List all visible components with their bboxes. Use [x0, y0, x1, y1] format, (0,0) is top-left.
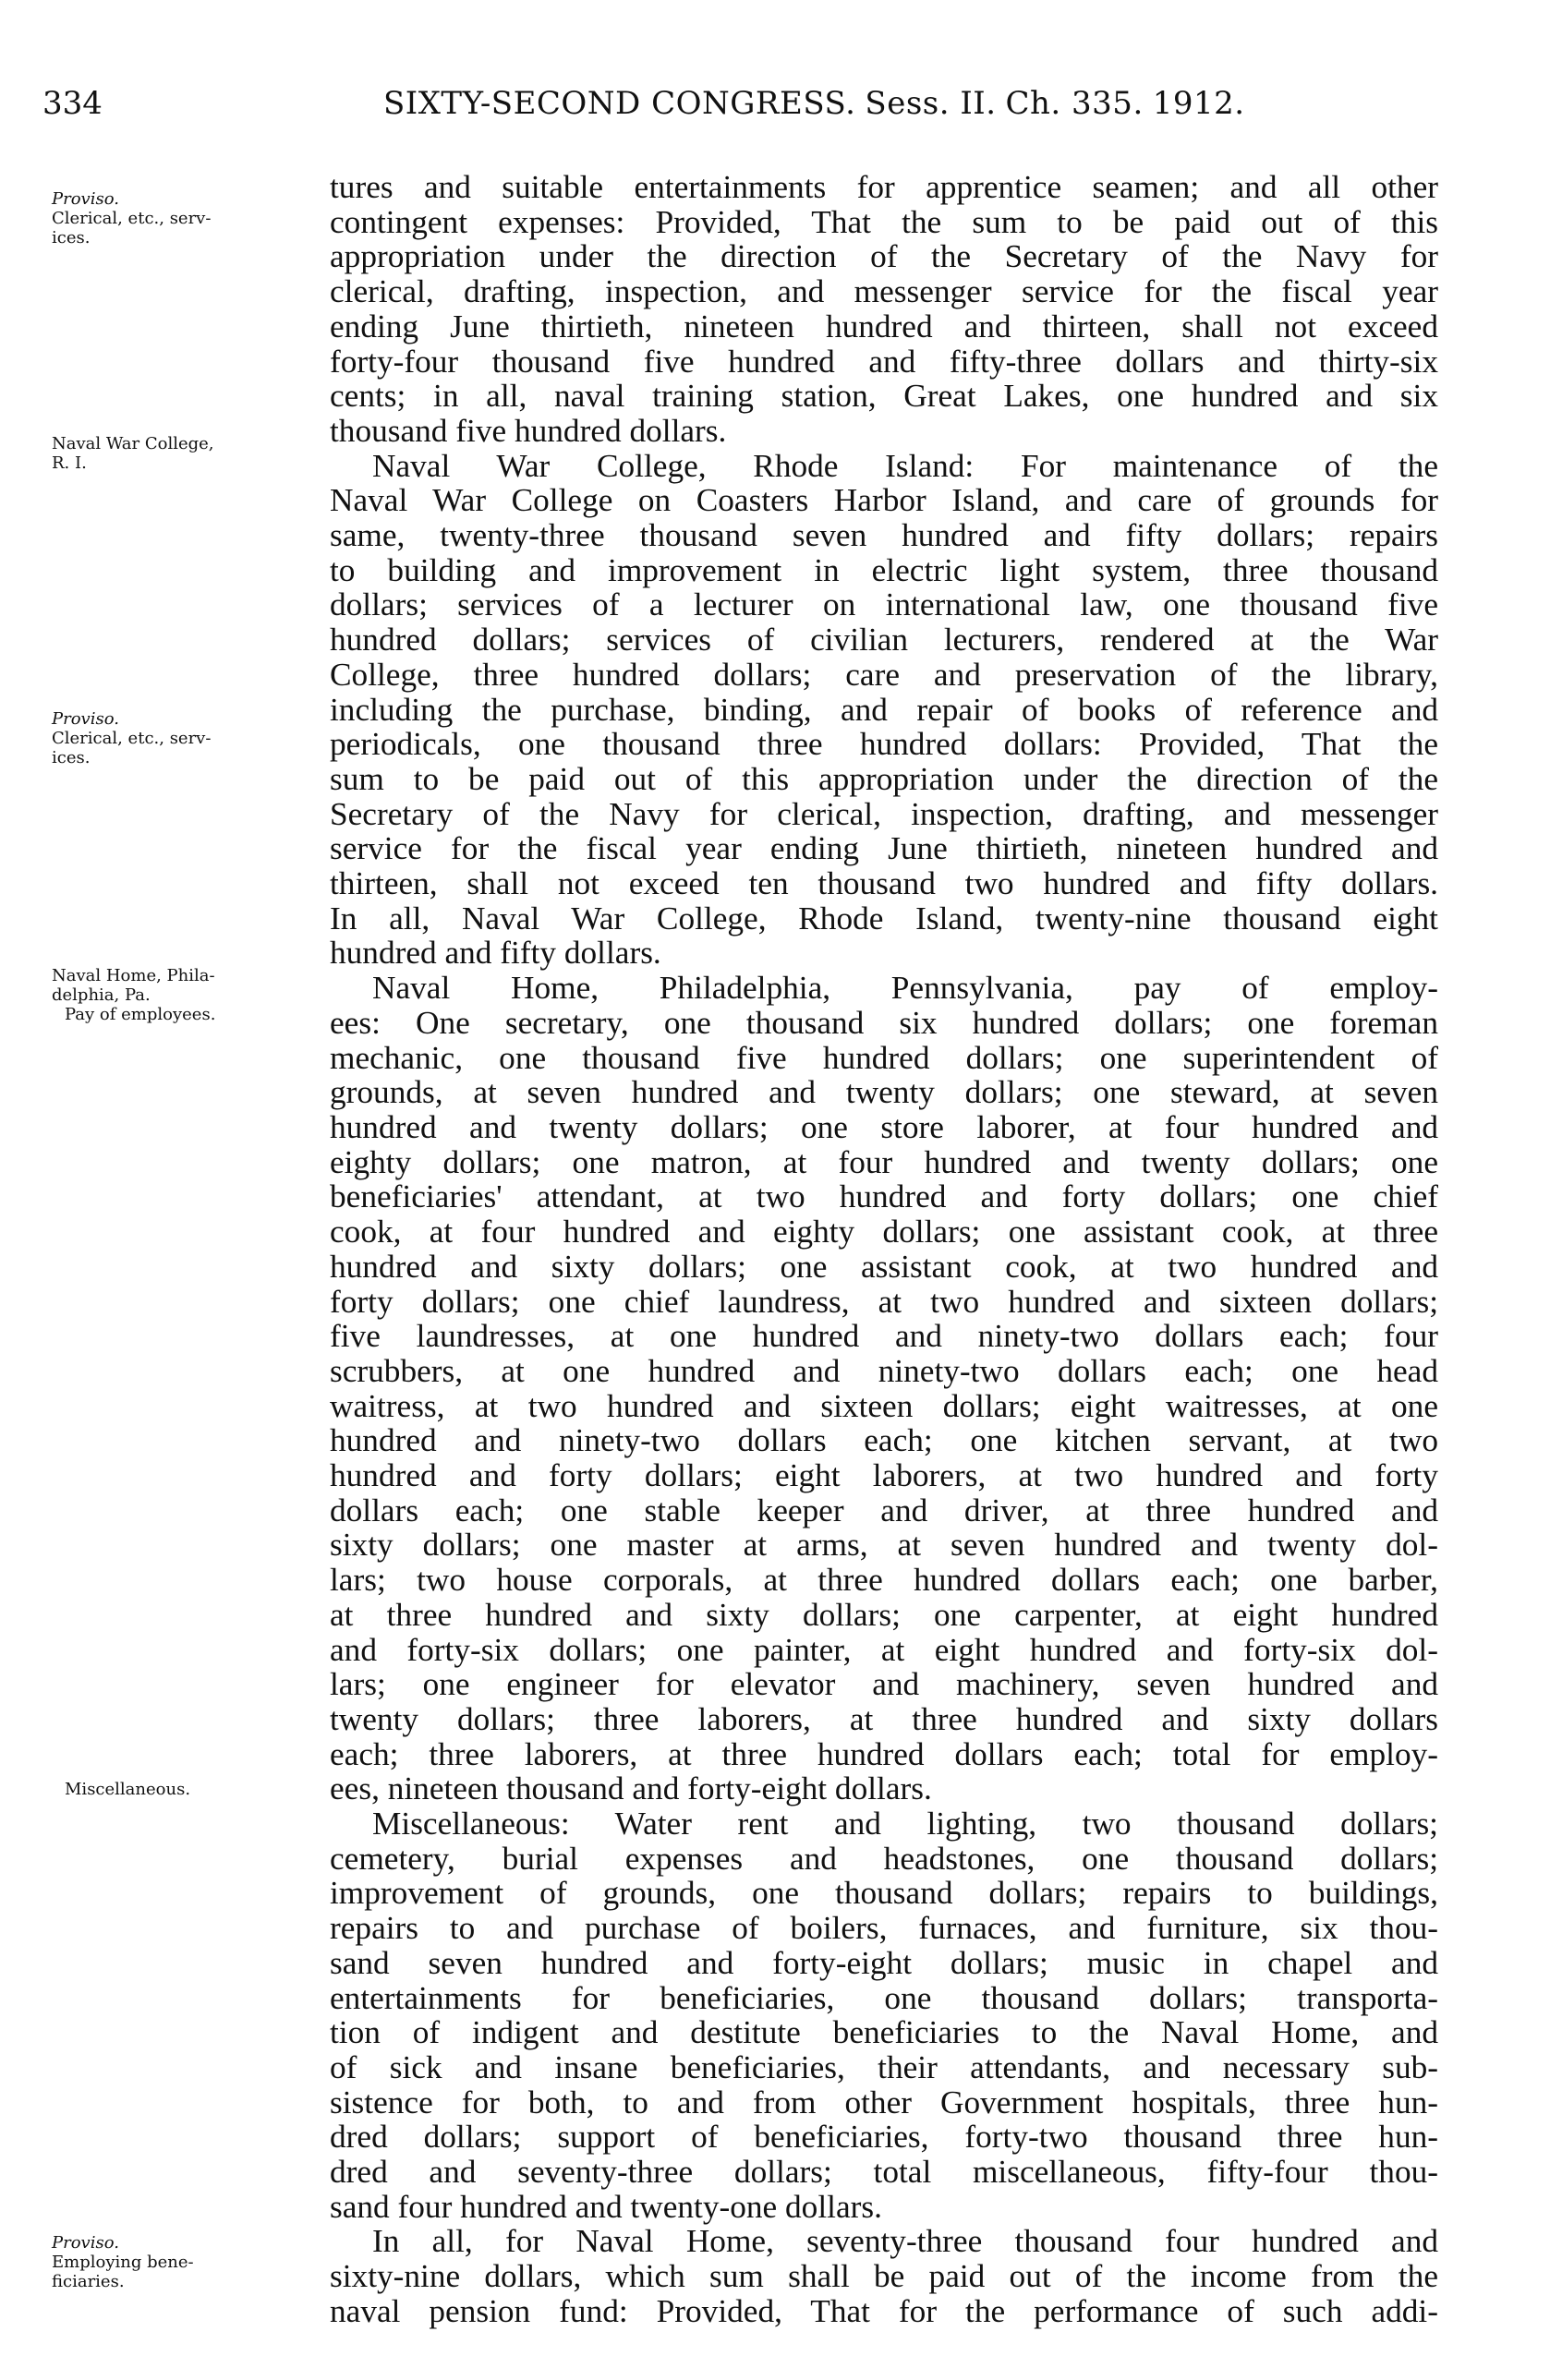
year-label: 1912.	[1152, 85, 1245, 122]
text-line: each; three laborers, at three hundred dollars each; total for employ-	[330, 1735, 1438, 1772]
margin-note-line: Clerical, etc., serv-	[52, 729, 212, 748]
text-line: scrubbers, at one hundred and ninety-two dollars each; one head	[330, 1352, 1438, 1389]
text-line: ees: One secretary, one thousand six hundred dollars; one foreman	[330, 1004, 1438, 1041]
text-line: of sick and insane beneficiaries, their attendants, and necessary sub-	[330, 2048, 1438, 2085]
page-number: 334	[42, 85, 103, 122]
margin-note-miscellaneous	[52, 1780, 329, 1799]
text-line: same, twenty-three thousand seven hundred and fifty dollars; repairs	[330, 517, 1438, 554]
margin-note-line: Clerical, etc., serv-	[52, 209, 212, 228]
margin-note-line: Pay of employees.	[65, 1005, 216, 1024]
margin-note-line: Miscellaneous.	[65, 1780, 191, 1799]
margin-note-line: delphia, Pa.	[52, 985, 151, 1005]
text-line: including the purchase, binding, and repair of books of reference and	[330, 691, 1438, 728]
margin-note-naval-war-college	[52, 434, 329, 473]
text-line: cemetery, burial expenses and headstones, one thousand dollars;	[330, 1840, 1438, 1877]
text-line: dred and seventy-three dollars; total miscellaneous, fifty-four thou-	[330, 2154, 1438, 2191]
section-heading-line: Miscellaneous: Water rent and lighting, two thousand dollars;	[372, 1806, 1438, 1842]
section-heading-line: Naval War College, Rhode Island: For maintenance of the	[372, 447, 1438, 484]
text-line: mechanic, one thousand five hundred dollars; one superintendent of	[330, 1039, 1438, 1076]
text-line: dollars; services of a lecturer on international law, one thousand five	[330, 586, 1438, 623]
text-line: hundred and twenty dollars; one store laborer, at four hundred and	[330, 1108, 1438, 1145]
text-line: twenty dollars; three laborers, at three hundred and sixty dollars	[330, 1700, 1438, 1737]
text-line: sistence for both, to and from other Government hospitals, three hun-	[330, 2084, 1438, 2120]
margin-proviso-tag: Proviso.	[52, 189, 119, 209]
text-line: entertainments for beneficiaries, one thousand dollars; transporta-	[330, 1979, 1438, 2016]
text-line: Naval War College on Coasters Harbor Island, and care of grounds for	[330, 482, 1438, 519]
text-line: improvement of grounds, one thousand dollars; repairs to buildings,	[330, 1875, 1438, 1912]
text-line: appropriation under the direction of the Secretary of the Navy for	[330, 238, 1438, 275]
text-line: tion of indigent and destitute beneficiaries to the Naval Home, and	[330, 2014, 1438, 2051]
margin-note-proviso-clerical-2	[52, 709, 329, 767]
text-line: naval pension fund: Provided, That for the performance of such addi-	[330, 2292, 1438, 2329]
margin-proviso-tag: Proviso.	[52, 709, 119, 729]
margin-note-line: ficiaries.	[52, 2272, 125, 2291]
text-line: sand seven hundred and forty-eight dollars; music in chapel and	[330, 1944, 1438, 1981]
margin-note-line: Naval Home, Phila-	[52, 966, 215, 985]
text-line: sixty dollars; one master at arms, at seven hundred and twenty dol-	[330, 1527, 1438, 1564]
body-text-block	[330, 170, 1438, 2329]
text-line: beneficiaries' attendant, at two hundred and forty dollars; one chief	[330, 1178, 1438, 1215]
text-line: hundred and ninety-two dollars each; one kitchen servant, at two	[330, 1422, 1438, 1459]
text-line: In all, for Naval Home, seventy-three thousand four hundred and	[372, 2223, 1438, 2260]
margin-note-line: Employing bene-	[52, 2253, 194, 2272]
margin-note-proviso-clerical-1	[52, 189, 329, 248]
text-line: hundred dollars; services of civilian lecturers, rendered at the War	[330, 622, 1438, 658]
text-line: lars; one engineer for elevator and machinery, seven hundred and	[330, 1666, 1438, 1703]
text-line: thirteen, shall not exceed ten thousand two hundred and fifty dollars.	[330, 865, 1438, 902]
margin-note-line: ices.	[52, 748, 91, 767]
text-line: clerical, drafting, inspection, and messenger service for the fiscal year	[330, 273, 1438, 310]
margin-note-naval-home	[52, 966, 329, 1024]
text-line: cook, at four hundred and eighty dollars; one assistant cook, at three	[330, 1214, 1438, 1250]
text-line: ending June thirtieth, nineteen hundred and thirteen, shall not exceed	[330, 308, 1438, 344]
running-header	[0, 85, 1562, 133]
margin-note-proviso-employing	[52, 2233, 329, 2291]
text-line: service for the fiscal year ending June thirtieth, nineteen hundred and	[330, 830, 1438, 867]
text-line: contingent expenses: Provided, That the sum to be paid out of this	[330, 203, 1438, 240]
text-line: cents; in all, naval training station, Great Lakes, one hundred and six	[330, 378, 1438, 415]
text-line: five laundresses, at one hundred and ninety-two dollars each; four	[330, 1318, 1438, 1355]
text-line: Secretary of the Navy for clerical, inspection, drafting, and messenger	[330, 795, 1438, 832]
running-head-title	[383, 85, 1254, 122]
congress-title: SIXTY-SECOND CONGRESS.	[383, 85, 856, 122]
text-line: tures and suitable entertainments for apprentice seamen; and all other	[330, 169, 1438, 205]
text-line: sixty-nine dollars, which sum shall be paid out of the income from the	[330, 2258, 1438, 2295]
text-line: dollars each; one stable keeper and driver, at three hundred and	[330, 1492, 1438, 1528]
text-line: eighty dollars; one matron, at four hundred and twenty dollars; one	[330, 1143, 1438, 1180]
text-line: periodicals, one thousand three hundred dollars: Provided, That the	[330, 726, 1438, 763]
text-line: repairs to and purchase of boilers, furnaces, and furniture, six thou-	[330, 1910, 1438, 1947]
text-line: sum to be paid out of this appropriation under the direction of the	[330, 760, 1438, 797]
section-heading-line: Naval Home, Philadelphia, Pennsylvania, pay of employ-	[372, 970, 1438, 1007]
text-line: grounds, at seven hundred and twenty dollars; one steward, at seven	[330, 1074, 1438, 1111]
text-line: and forty-six dollars; one painter, at eight hundred and forty-six dol-	[330, 1631, 1438, 1668]
margin-note-line: ices.	[52, 228, 91, 248]
text-line: thousand five hundred dollars.	[330, 412, 727, 449]
text-line: In all, Naval War College, Rhode Island, twenty-nine thousand eight	[330, 900, 1438, 936]
text-line: lars; two house corporals, at three hundred dollars each; one barber,	[330, 1562, 1438, 1599]
text-line: waitress, at two hundred and sixteen dollars; eight waitresses, at one	[330, 1387, 1438, 1424]
text-line: at three hundred and sixty dollars; one carpenter, at eight hundred	[330, 1596, 1438, 1633]
text-line: forty dollars; one chief laundress, at two hundred and sixteen dollars;	[330, 1283, 1438, 1320]
margin-proviso-tag: Proviso.	[52, 2233, 119, 2253]
text-line: College, three hundred dollars; care and preservation of the library,	[330, 656, 1438, 693]
text-line: forty-four thousand five hundred and fifty-three dollars and thirty-six	[330, 343, 1438, 380]
text-line: dred dollars; support of beneficiaries, forty-two thousand three hun-	[330, 2119, 1438, 2156]
text-line: ees, nineteen thousand and forty-eight dollars.	[330, 1770, 932, 1807]
text-line: sand four hundred and twenty-one dollars.	[330, 2188, 882, 2225]
margin-note-line: R. I.	[52, 453, 87, 473]
chapter-label: Ch. 335.	[1005, 85, 1144, 122]
text-line: hundred and forty dollars; eight laborers, at two hundred and forty	[330, 1457, 1438, 1494]
text-line: to building and improvement in electric light system, three thousand	[330, 551, 1438, 588]
session-label: Sess. II.	[865, 85, 997, 122]
text-line: hundred and fifty dollars.	[330, 935, 661, 972]
margin-note-line: Naval War College,	[52, 434, 214, 453]
text-line: hundred and sixty dollars; one assistant cook, at two hundred and	[330, 1248, 1438, 1285]
